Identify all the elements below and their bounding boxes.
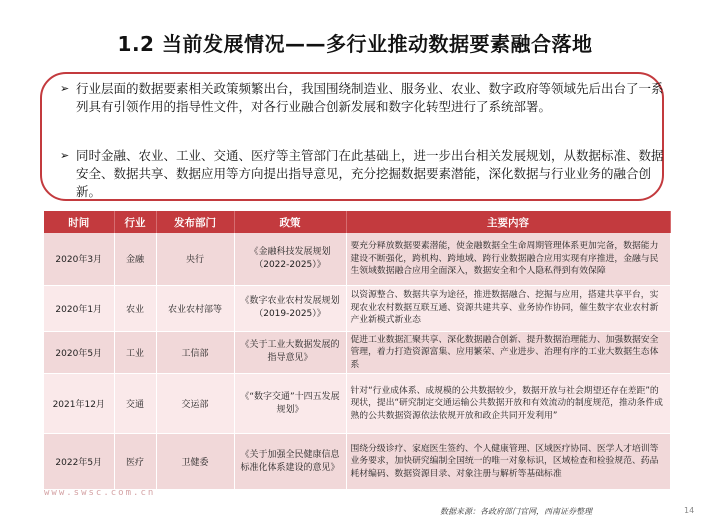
cell-content: 针对“行业成体系、成规模的公共数据较少，数据开放与社会期望还存在差距”的现状，提出“研究制定交通运输公共数据开放和有效流动的制度规范，推动条件成熟的公共数据资源依法依规开放和政企共同开发利用” [346, 374, 670, 434]
cell-dept: 央行 [156, 233, 234, 285]
table-row [44, 233, 670, 285]
table-row [44, 434, 670, 490]
policy-table [44, 211, 671, 490]
cell-industry: 医疗 [114, 434, 156, 490]
arrow-bullet-icon: ➢ [60, 149, 70, 162]
cell-content: 要充分释放数据要素潜能，使金融数据全生命周期管理体系更加完备，数据能力建设不断强化，跨机构、跨地域、跨行业数据融合应用实现有序推进，金融与民生领域数据融合应用全面深入，数据安全和个人隐私得到有效保障 [346, 233, 670, 285]
bullet-text: 同时金融、农业、工业、交通、医疗等主管部门在此基础上，进一步出台相关发展规划，从数据标准、数据安全、数据共享、数据应用等方向提出指导意见，充分挖掘数据要素潜能，深化数据与行业业务的融合创新。 [76, 148, 664, 199]
cell-time: 2020年3月 [44, 233, 114, 285]
header-policy: 政策 [234, 211, 346, 233]
cell-industry: 工业 [114, 331, 156, 374]
cell-time: 2022年5月 [44, 434, 114, 490]
table-row [44, 285, 670, 331]
cell-content: 促进工业数据汇聚共享、深化数据融合创新、提升数据治理能力、加强数据安全管理，着力打造资源富集、应用繁荣、产业进步、治理有序的工业大数据生态体系 [346, 331, 670, 374]
cell-policy: 《关于工业大数据发展的指导意见》 [234, 331, 346, 374]
table-row [44, 331, 670, 374]
bullet-item [60, 147, 666, 201]
page-number: 14 [684, 506, 695, 515]
data-source-note: 数据来源：各政府部门官网，西南证券整理 [440, 507, 592, 516]
header-dept: 发布部门 [156, 211, 234, 233]
summary-box [40, 72, 664, 201]
cell-policy: 《数字农业农村发展规划（2019-2025）》 [234, 285, 346, 331]
arrow-bullet-icon: ➢ [60, 82, 70, 95]
cell-industry: 农业 [114, 285, 156, 331]
cell-dept: 卫健委 [156, 434, 234, 490]
header-content: 主要内容 [346, 211, 670, 233]
cell-policy: 《“数字交通”十四五发展规划》 [234, 374, 346, 434]
cell-time: 2020年5月 [44, 331, 114, 374]
cell-time: 2021年12月 [44, 374, 114, 434]
bullet-text: 行业层面的数据要素相关政策频繁出台，我国围绕制造业、服务业、农业、数字政府等领域先后出台了一系列具有引领作用的指导性文件，对各行业融合创新发展和数字化转型进行了系统部署。 [76, 81, 664, 114]
table-row [44, 374, 670, 434]
cell-industry: 交通 [114, 374, 156, 434]
page-title: 1.2 当前发展情况——多行业推动数据要素融合落地 [117, 32, 593, 56]
bullet-item [60, 80, 666, 116]
cell-time: 2020年1月 [44, 285, 114, 331]
header-industry: 行业 [114, 211, 156, 233]
table-header-row [44, 211, 670, 233]
cell-dept: 农业农村部等 [156, 285, 234, 331]
cell-policy: 《关于加强全民健康信息标准化体系建设的意见》 [234, 434, 346, 490]
cell-dept: 工信部 [156, 331, 234, 374]
header-time: 时间 [44, 211, 114, 233]
cell-content: 围绕分级诊疗、家庭医生签约、个人健康管理、区域医疗协同、医学人才培训等业务要求，加快研究编制全国统一的唯一对象标识，区域检查和检验规范、药品耗材编码、数据资源目录、对象注册与解析等基础标准 [346, 434, 670, 490]
cell-industry: 金融 [114, 233, 156, 285]
website-watermark: www.swsc.com.cn [44, 488, 156, 498]
cell-dept: 交运部 [156, 374, 234, 434]
cell-content: 以资源整合、数据共享为途径，推进数据融合、挖掘与应用，搭建共享平台，实现农业农村数据互联互通、资源共建共享、业务协作协同，催生数字农业农村新产业新模式新业态 [346, 285, 670, 331]
cell-policy: 《金融科技发展规划（2022-2025）》 [234, 233, 346, 285]
